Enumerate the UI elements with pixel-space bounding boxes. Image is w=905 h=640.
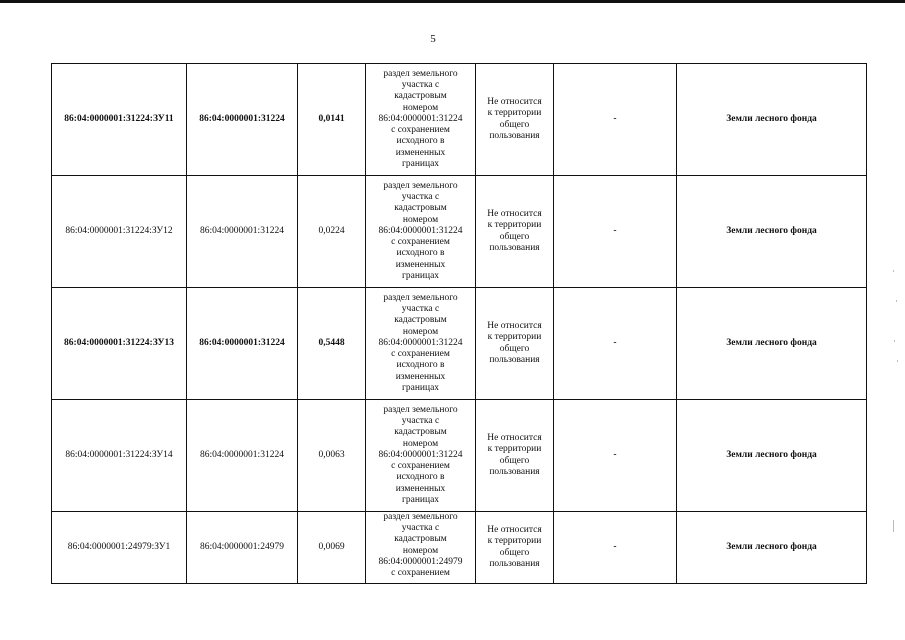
table-row: [52, 176, 867, 288]
table-row: [52, 64, 867, 176]
encumbrance-cell: -: [554, 64, 677, 176]
formation-method-text: раздел земельного участка с кадастровым номером 86:04:0000001:31224 с сохранением исходного в измененных границах: [378, 405, 463, 505]
cadastral-id-cell: 86:04:0000001:31224:ЗУ12: [52, 176, 187, 288]
cadastral-id-cell: 86:04:0000001:31224:ЗУ11: [52, 64, 187, 176]
public-use-cell: [476, 64, 554, 176]
encumbrance-cell: -: [554, 512, 677, 584]
formation-method-text: раздел земельного участка с кадастровым номером 86:04:0000001:31224 с сохранением исходного в измененных границах: [378, 69, 463, 169]
page-number: 5: [430, 33, 436, 45]
formation-method-text: раздел земельного участка с кадастровым номером 86:04:0000001:31224 с сохранением исходного в измененных границах: [378, 181, 463, 281]
public-use-text: Не относится к территории общего пользования: [487, 525, 542, 569]
formation-method-cell: [366, 176, 476, 288]
parent-id-cell: 86:04:0000001:31224: [187, 400, 298, 512]
public-use-cell: [476, 512, 554, 584]
table-row: [52, 288, 867, 400]
area-cell: 0,0224: [298, 176, 366, 288]
land-category-cell: Земли лесного фонда: [677, 288, 867, 400]
public-use-text: Не относится к территории общего пользования: [487, 97, 542, 141]
parent-id-cell: 86:04:0000001:31224: [187, 288, 298, 400]
cadastral-id-cell: 86:04:0000001:31224:ЗУ14: [52, 400, 187, 512]
public-use-cell: [476, 400, 554, 512]
parent-id-cell: 86:04:0000001:31224: [187, 64, 298, 176]
land-category-cell: Земли лесного фонда: [677, 512, 867, 584]
table-row: [52, 400, 867, 512]
area-cell: 0,0069: [298, 512, 366, 584]
formation-method-text: раздел земельного участка с кадастровым номером 86:04:0000001:24979 с сохранением: [378, 512, 463, 579]
encumbrance-cell: -: [554, 400, 677, 512]
scan-noise-marks: [891, 270, 901, 570]
area-cell: 0,0141: [298, 64, 366, 176]
land-plots-table: [51, 63, 867, 584]
formation-method-cell: [366, 64, 476, 176]
area-cell: 0,5448: [298, 288, 366, 400]
top-border-rule: [0, 0, 905, 3]
encumbrance-cell: -: [554, 288, 677, 400]
public-use-cell: [476, 288, 554, 400]
formation-method-cell: [366, 288, 476, 400]
land-category-cell: Земли лесного фонда: [677, 176, 867, 288]
land-category-cell: Земли лесного фонда: [677, 64, 867, 176]
formation-method-text: раздел земельного участка с кадастровым номером 86:04:0000001:31224 с сохранением исходного в измененных границах: [378, 293, 463, 393]
cadastral-id-cell: 86:04:0000001:31224:ЗУ13: [52, 288, 187, 400]
public-use-cell: [476, 176, 554, 288]
parent-id-cell: 86:04:0000001:24979: [187, 512, 298, 584]
table-row: [52, 512, 867, 584]
public-use-text: Не относится к территории общего пользования: [487, 209, 542, 253]
formation-method-cell: [366, 512, 476, 584]
formation-method-cell: [366, 400, 476, 512]
cadastral-id-cell: 86:04:0000001:24979:ЗУ1: [52, 512, 187, 584]
parent-id-cell: 86:04:0000001:31224: [187, 176, 298, 288]
public-use-text: Не относится к территории общего пользования: [487, 433, 542, 477]
encumbrance-cell: -: [554, 176, 677, 288]
area-cell: 0,0063: [298, 400, 366, 512]
land-category-cell: Земли лесного фонда: [677, 400, 867, 512]
public-use-text: Не относится к территории общего пользования: [487, 321, 542, 365]
